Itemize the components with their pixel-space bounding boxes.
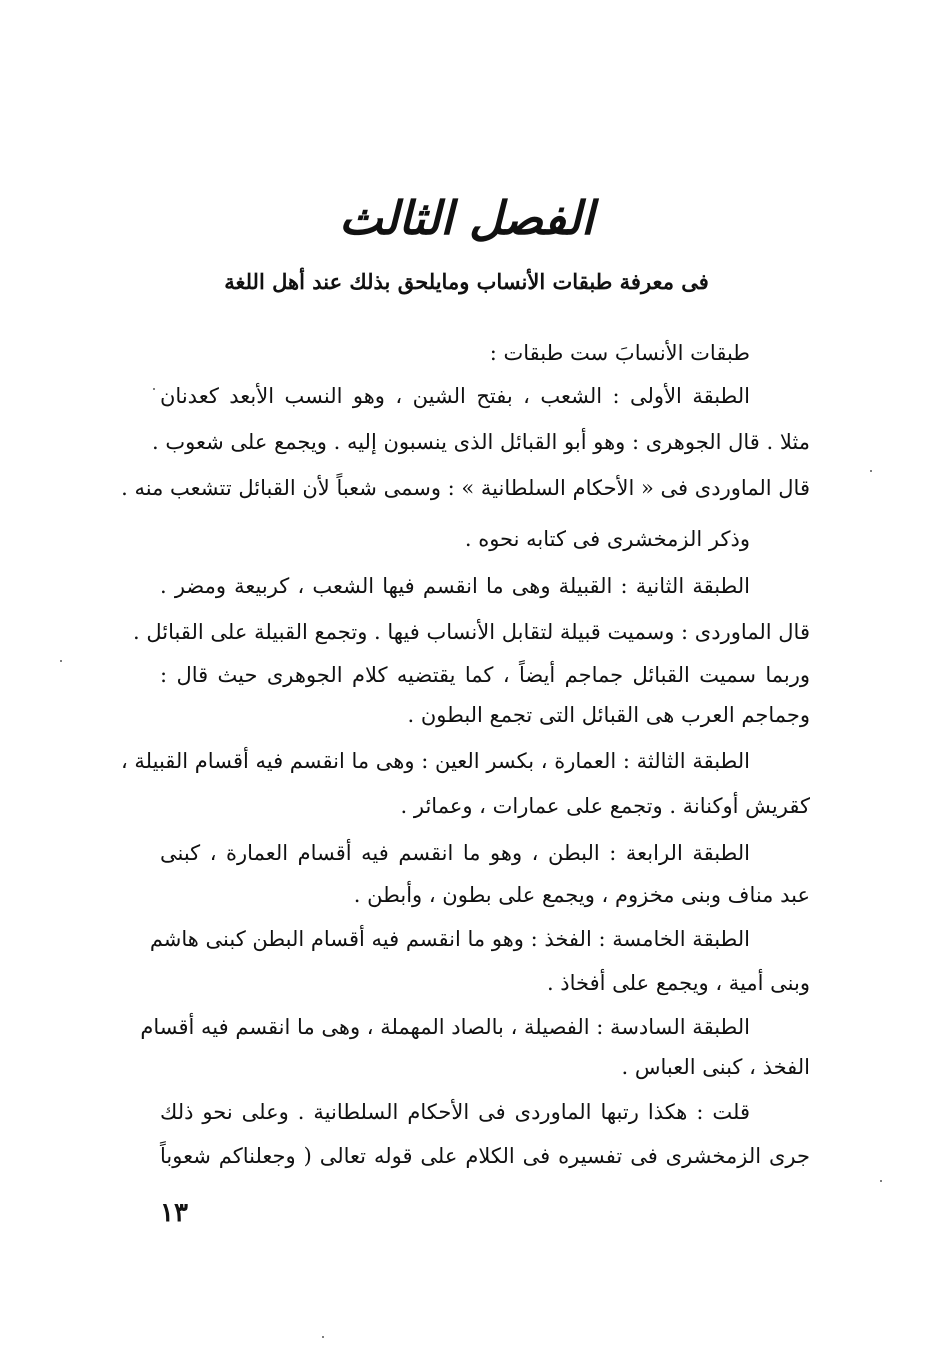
paragraph-line: جرى الزمخشرى فى تفسيره فى الكلام على قوله تعالى ( وجعلناكم شعوباً (160, 1144, 810, 1168)
paper-speck (870, 470, 872, 472)
paper-speck (153, 388, 155, 390)
paragraph-line: كقريش أوكنانة . وتجمع على عمارات ، وعمائر . (400, 794, 810, 818)
paragraph-line: عبد مناف وبنى مخزوم ، ويجمع على بطون ، وأبطن . (353, 883, 810, 907)
paragraph-line: قال الماوردى : وسميت قبيلة لتقابل الأنساب فيها . وتجمع القبيلة على القبائل . (133, 620, 810, 644)
paper-speck (60, 660, 62, 662)
paragraph-line: مثلا . قال الجوهرى : وهو أبو القبائل الذى ينسبون إليه . ويجمع على شعوب . (152, 430, 810, 454)
paragraph-line: طبقات الأنسابَ ست طبقات : (489, 341, 750, 365)
chapter-subtitle: فى معرفة طبقات الأنساب ومايلحق بذلك عند أهل اللغة (224, 269, 709, 294)
body-text (120, 0, 810, 1360)
paper-speck (880, 1180, 882, 1182)
page-number: ١٣ (160, 1198, 188, 1228)
paragraph-line: الطبقة السادسة : الفصيلة ، بالصاد المهملة ، وهى ما انقسم فيه أقسام (140, 1015, 750, 1039)
paragraph-line: قلت : هكذا رتبها الماوردى فى الأحكام السلطانية . وعلى نحو ذلك (160, 1100, 750, 1124)
paragraph-line: الفخذ ، كبنى العباس . (621, 1055, 810, 1079)
paragraph-line: الطبقة الثالثة : العمارة ، بكسر العين : وهى ما انقسم فيه أقسام القبيلة ، (120, 749, 750, 773)
paragraph-line: الطبقة الرابعة : البطن ، وهو ما انقسم فيه أقسام العمارة ، كبنى (160, 841, 750, 865)
paragraph-line: وجماجم العرب هى القبائل التى تجمع البطون . (407, 703, 810, 727)
paper-speck (322, 1336, 324, 1338)
paragraph-line: الطبقة الثانية : القبيلة وهى ما انقسم فيها الشعب ، كربيعة ومضر . (160, 574, 750, 598)
paragraph-line: الطبقة الخامسة : الفخذ : وهو ما انقسم فيه أقسام البطن كبنى هاشم (149, 927, 750, 951)
chapter-title: الفصل الثالث (339, 191, 594, 245)
paragraph-line: وذكر الزمخشرى فى كتابه نحوه . (464, 527, 750, 551)
paragraph-line: قال الماوردى فى « الأحكام السلطانية » : وسمى شعباً لأن القبائل تتشعب منه . (121, 476, 810, 500)
paragraph-line: الطبقة الأولى : الشعب ، بفتح الشين ، وهو النسب الأبعد كعدنان (160, 384, 750, 408)
paragraph-line: وبنى أمية ، ويجمع على أفخاذ . (546, 971, 810, 995)
paragraph-line: وربما سميت القبائل جماجم أيضاً ، كما يقتضيه كلام الجوهرى حيث قال : (160, 663, 810, 687)
